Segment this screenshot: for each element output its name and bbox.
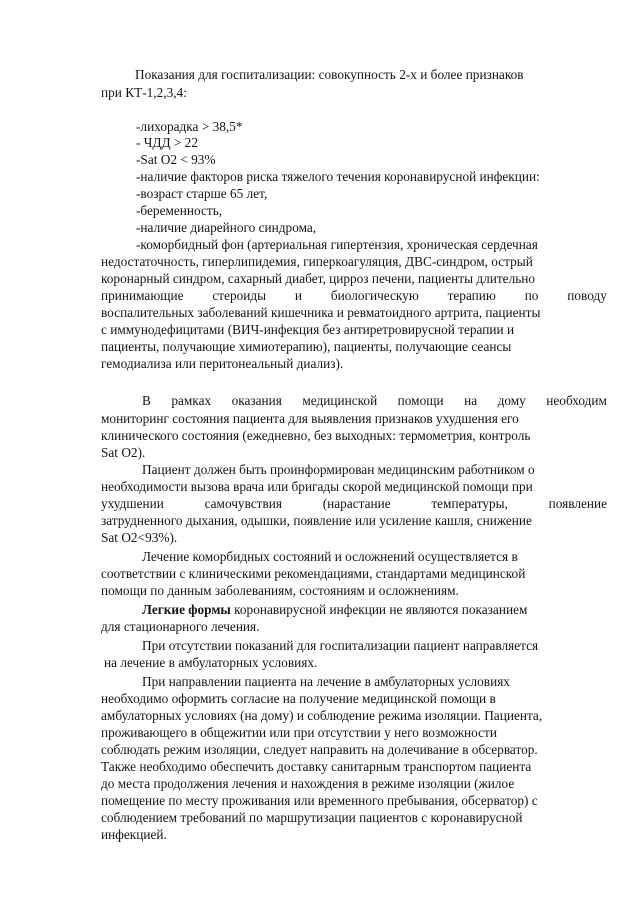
- word: помощи: [397, 393, 444, 408]
- hospitalization-criteria-intro-cont: при КТ-1,2,3,4:: [101, 85, 187, 100]
- monitoring-line: мониторинг состояния пациента для выявления признаков ухудшения его: [101, 411, 519, 426]
- word: медицинской: [302, 393, 378, 408]
- inform-line: затрудненного дыхания, одышки, появление или усиление кашля, снижение: [101, 513, 532, 528]
- inform-line: Sat O2<93%).: [101, 530, 178, 545]
- inform-line: [101, 495, 607, 512]
- word: на: [464, 393, 478, 408]
- word: и: [294, 288, 303, 303]
- comorbidity-line: недостаточность, гиперлипидемия, гиперкоагуляция, ДВС-синдром, острый: [101, 254, 533, 269]
- word: терапию: [447, 288, 496, 303]
- referral-line: необходимо оформить согласие на получение медицинской помощи в: [101, 691, 496, 706]
- mild-forms-text: коронавирусной инфекции не являются показанием: [230, 602, 528, 617]
- word: ухудшении: [101, 496, 164, 511]
- comorbidity-line: пациенты, получающие химиотерапию), пациенты, получающие сеансы: [101, 339, 512, 354]
- outpatient-paragraph: При отсутствии показаний для госпитализации пациент направляется: [142, 638, 539, 653]
- word: стероиды: [212, 288, 267, 303]
- referral-line: инфекцией.: [101, 827, 167, 842]
- word: рамках: [171, 393, 212, 408]
- risk-pregnancy: -беременность,: [136, 203, 223, 218]
- mild-forms-label: Легкие формы: [142, 602, 231, 617]
- word: (нарастание: [322, 496, 391, 511]
- monitoring-line: клинического состояния (ежедневно, без выходных: термометрия, контроль: [101, 428, 531, 443]
- referral-line: Также необходимо обеспечить доставку санитарным транспортом пациента: [101, 759, 532, 774]
- risk-comorbidity: -коморбидный фон (артериальная гипертензия, хроническая сердечная: [136, 237, 538, 252]
- outpatient-line: на лечение в амбулаторных условиях.: [104, 655, 318, 670]
- comorbidity-line: [101, 287, 607, 304]
- referral-line: амбулаторных условиях (на дому) и соблюдение режима изоляции. Пациента,: [101, 708, 543, 723]
- criterion-fever: -лихорадка > 38,5*: [136, 119, 243, 134]
- referral-line: соблюдать режим изоляции, следует направить на долечивание в обсерватор.: [101, 742, 538, 757]
- word: необходим: [546, 393, 607, 408]
- word: по: [524, 288, 539, 303]
- word: появление: [548, 496, 607, 511]
- comorbidity-line: коронарный синдром, сахарный диабет, цирроз печени, пациенты длительно: [101, 271, 536, 286]
- word: принимающие: [101, 288, 184, 303]
- treatment-line: соответствии с клиническими рекомендациями, стандартами медицинской: [101, 566, 526, 581]
- referral-line: проживающего в общежитии или при отсутствии у него возможности: [101, 725, 497, 740]
- comorbidity-line: гемодиализа или перитонеальный диализ).: [101, 356, 344, 371]
- word: биологическую: [330, 288, 419, 303]
- referral-line: соблюдением требований по маршрутизации пациентов с коронавирусной: [101, 810, 523, 825]
- hospitalization-criteria-intro: Показания для госпитализации: совокупность 2-х и более признаков: [135, 67, 524, 82]
- word: В: [142, 393, 151, 408]
- mild-forms-line: для стационарного лечения.: [101, 619, 260, 634]
- monitoring-line: Sat O2).: [101, 445, 146, 460]
- referral-line: помещение по месту проживания или временного пребывания, обсерватор) с: [101, 793, 538, 808]
- referral-paragraph: При направлении пациента на лечение в амбулаторных условиях: [142, 674, 510, 689]
- inform-line: необходимости вызова врача или бригады скорой медицинской помощи при: [101, 479, 533, 494]
- treatment-paragraph: Лечение коморбидных состояний и осложнений осуществляется в: [142, 549, 518, 564]
- word: поводу: [567, 288, 607, 303]
- word: дому: [497, 393, 526, 408]
- word: оказания: [231, 393, 282, 408]
- criterion-respiratory-rate: - ЧДД > 22: [136, 135, 198, 150]
- inform-paragraph: Пациент должен быть проинформирован медицинским работником о: [142, 462, 535, 477]
- criterion-risk-factors: -наличие факторов риска тяжелого течения коронавирусной инфекции:: [136, 169, 540, 184]
- referral-line: до места продолжения лечения и нахождения в режиме изоляции (жилое: [101, 776, 515, 791]
- comorbidity-line: с иммунодефицитами (ВИЧ-инфекция без антиретровирусной терапии и: [101, 322, 515, 337]
- comorbidity-line: воспалительных заболеваний кишечника и ревматоидного артрита, пациенты: [101, 305, 541, 320]
- monitoring-paragraph: [142, 392, 607, 409]
- word: самочувствия: [204, 496, 283, 511]
- criterion-saturation: -Sat O2 < 93%: [136, 152, 216, 167]
- treatment-line: помощи по данным заболеваниям, состояниям и осложнениям.: [101, 583, 459, 598]
- risk-diarrhea: -наличие диарейного синдрома,: [136, 220, 317, 235]
- risk-age: -возраст старше 65 лет,: [136, 186, 268, 201]
- mild-forms-paragraph: [142, 601, 607, 618]
- word: температуры,: [431, 496, 508, 511]
